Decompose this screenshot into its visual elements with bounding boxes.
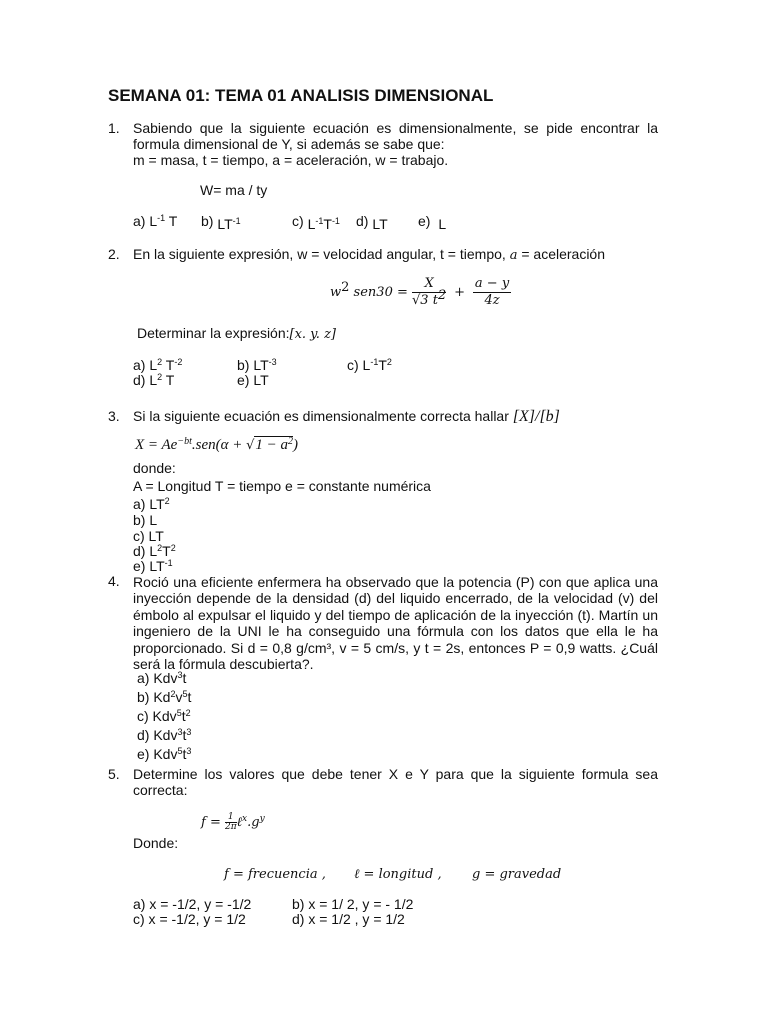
question-5-number: 5.	[108, 766, 120, 782]
fraction-a-minus-y-over-4z: $\frac{a - y}{4z}$	[474, 276, 510, 308]
q4-option-e[interactable]: e) $Kdv^5t^3$	[137, 746, 192, 762]
fraction-1-over-2pi: $\frac{1}{2\pi}$	[224, 812, 237, 832]
question-2-number: 2.	[108, 246, 120, 262]
question-2-determine: Determinar la expresión:[x. y. z]	[137, 325, 336, 342]
q1-option-a[interactable]: a) $L^{-1}$ T	[133, 213, 178, 229]
question-3-text: Si la siguiente ecuación es dimensionalmente correcta hallar [X]/[b]	[133, 408, 560, 425]
q3-option-c[interactable]: c) LT	[133, 528, 164, 544]
q4-option-b[interactable]: b) $Kd^2v^5t$	[137, 689, 192, 705]
q3-option-a[interactable]: a) $LT^2$	[133, 496, 170, 512]
question-2-equation: $w^2$ sen30 = $\frac{X}{√3 t^2}$ + $\frac{a - y}{4z}$	[330, 276, 510, 308]
q4-option-d[interactable]: d) $Kdv^3t^3$	[137, 727, 192, 743]
q4-option-c[interactable]: c) $Kdv^5t^2$	[137, 708, 191, 724]
q2-option-a[interactable]: a) $L^2$ $T^{-2}$	[133, 357, 183, 373]
q1-option-b[interactable]: b) $LT^{-1}$	[201, 213, 241, 232]
question-1-variables: m = masa, t = tiempo, a = aceleración, w = trabajo.	[133, 152, 449, 168]
question-5-def-longitud: ℓ = longitud ,	[354, 867, 442, 882]
q3-option-e[interactable]: e) $LT^{-1}$	[133, 558, 173, 574]
fraction-x-over-sqrt3-t2: $\frac{X}{√3 t^2}$	[412, 276, 447, 308]
question-5-donde: Donde:	[133, 835, 179, 851]
q3-option-b[interactable]: b) L	[133, 512, 158, 528]
question-3-variables: A = Longitud T = tiempo e = constante numérica	[133, 478, 431, 494]
question-1-formula: W= ma / ty	[200, 182, 268, 198]
q1-option-d[interactable]: d) LT	[356, 213, 388, 232]
question-2-text: En la siguiente expresión, w = velocidad angular, t = tiempo, a = aceleración	[133, 246, 606, 263]
question-5-def-gravedad: g = gravedad	[472, 867, 562, 882]
q5-option-b[interactable]: b) x = 1/ 2, y = - 1/2	[292, 896, 414, 912]
question-3-target: [X]/[b]	[512, 408, 560, 425]
question-3-donde: donde:	[133, 460, 176, 476]
q1-option-e[interactable]: e) L	[418, 213, 447, 232]
question-5-def-frecuencia: f = frecuencia ,	[224, 867, 326, 882]
question-5-text: Determine los valores que debe tener X e Y para que la siguiente formula sea correcta:	[133, 766, 658, 798]
question-4-text: Roció una eficiente enfermera ha observado que la potencia (P) con que aplica una inyección depende de la densidad (d) del liquido encerrado, de la velocidad (v) del émbolo al expulsar el liquido y del tiempo de aplicación de la inyección (t). Martín un ingeniero de la UNI le ha conseguido una fórmula con los datos que ella le ha proporcionado. Si d = 0,8 g/cm³, v = 5 cm/s, y t = 2s, entonces P = 0,9 watts. ¿Cuál será la fórmula descubierta?.	[133, 574, 658, 673]
question-3-number: 3.	[108, 408, 120, 424]
q5-option-d[interactable]: d) x = 1/2 , y = 1/2	[292, 911, 405, 927]
q2-option-b[interactable]: b) $LT^{-3}$	[237, 357, 277, 373]
q2-option-e[interactable]: e) LT	[237, 372, 269, 388]
q2-option-c[interactable]: c) $L^{-1}T^2$	[347, 357, 392, 373]
q4-option-a[interactable]: a) Kdv$^3$t	[137, 670, 187, 686]
q5-option-c[interactable]: c) x = -1/2, y = 1/2	[133, 911, 246, 927]
q1-option-c[interactable]: c) $L^{-1}T^{-1}$	[292, 213, 340, 232]
q2-option-d[interactable]: d) $L^2$ T	[133, 372, 175, 388]
question-1-text: Sabiendo que la siguiente ecuación es dimensionalmente, se pide encontrar la formula dimensional de Y, si además se sabe que:	[133, 120, 658, 152]
q3-option-d[interactable]: d) $L^2T^2$	[133, 543, 176, 559]
question-4-number: 4.	[108, 573, 120, 589]
question-3-equation: $X = Ae^{-bt}.sen(\alpha + √1 - a^2)$	[135, 436, 299, 453]
question-1-number: 1.	[108, 120, 120, 136]
q5-option-a[interactable]: a) x = -1/2, y = -1/2	[133, 896, 252, 912]
question-5-equation: f = $\frac{1}{2\pi}$ $\ell^x.g^y$	[201, 812, 265, 832]
page-title: SEMANA 01: TEMA 01 ANALISIS DIMENSIONAL	[108, 86, 494, 105]
